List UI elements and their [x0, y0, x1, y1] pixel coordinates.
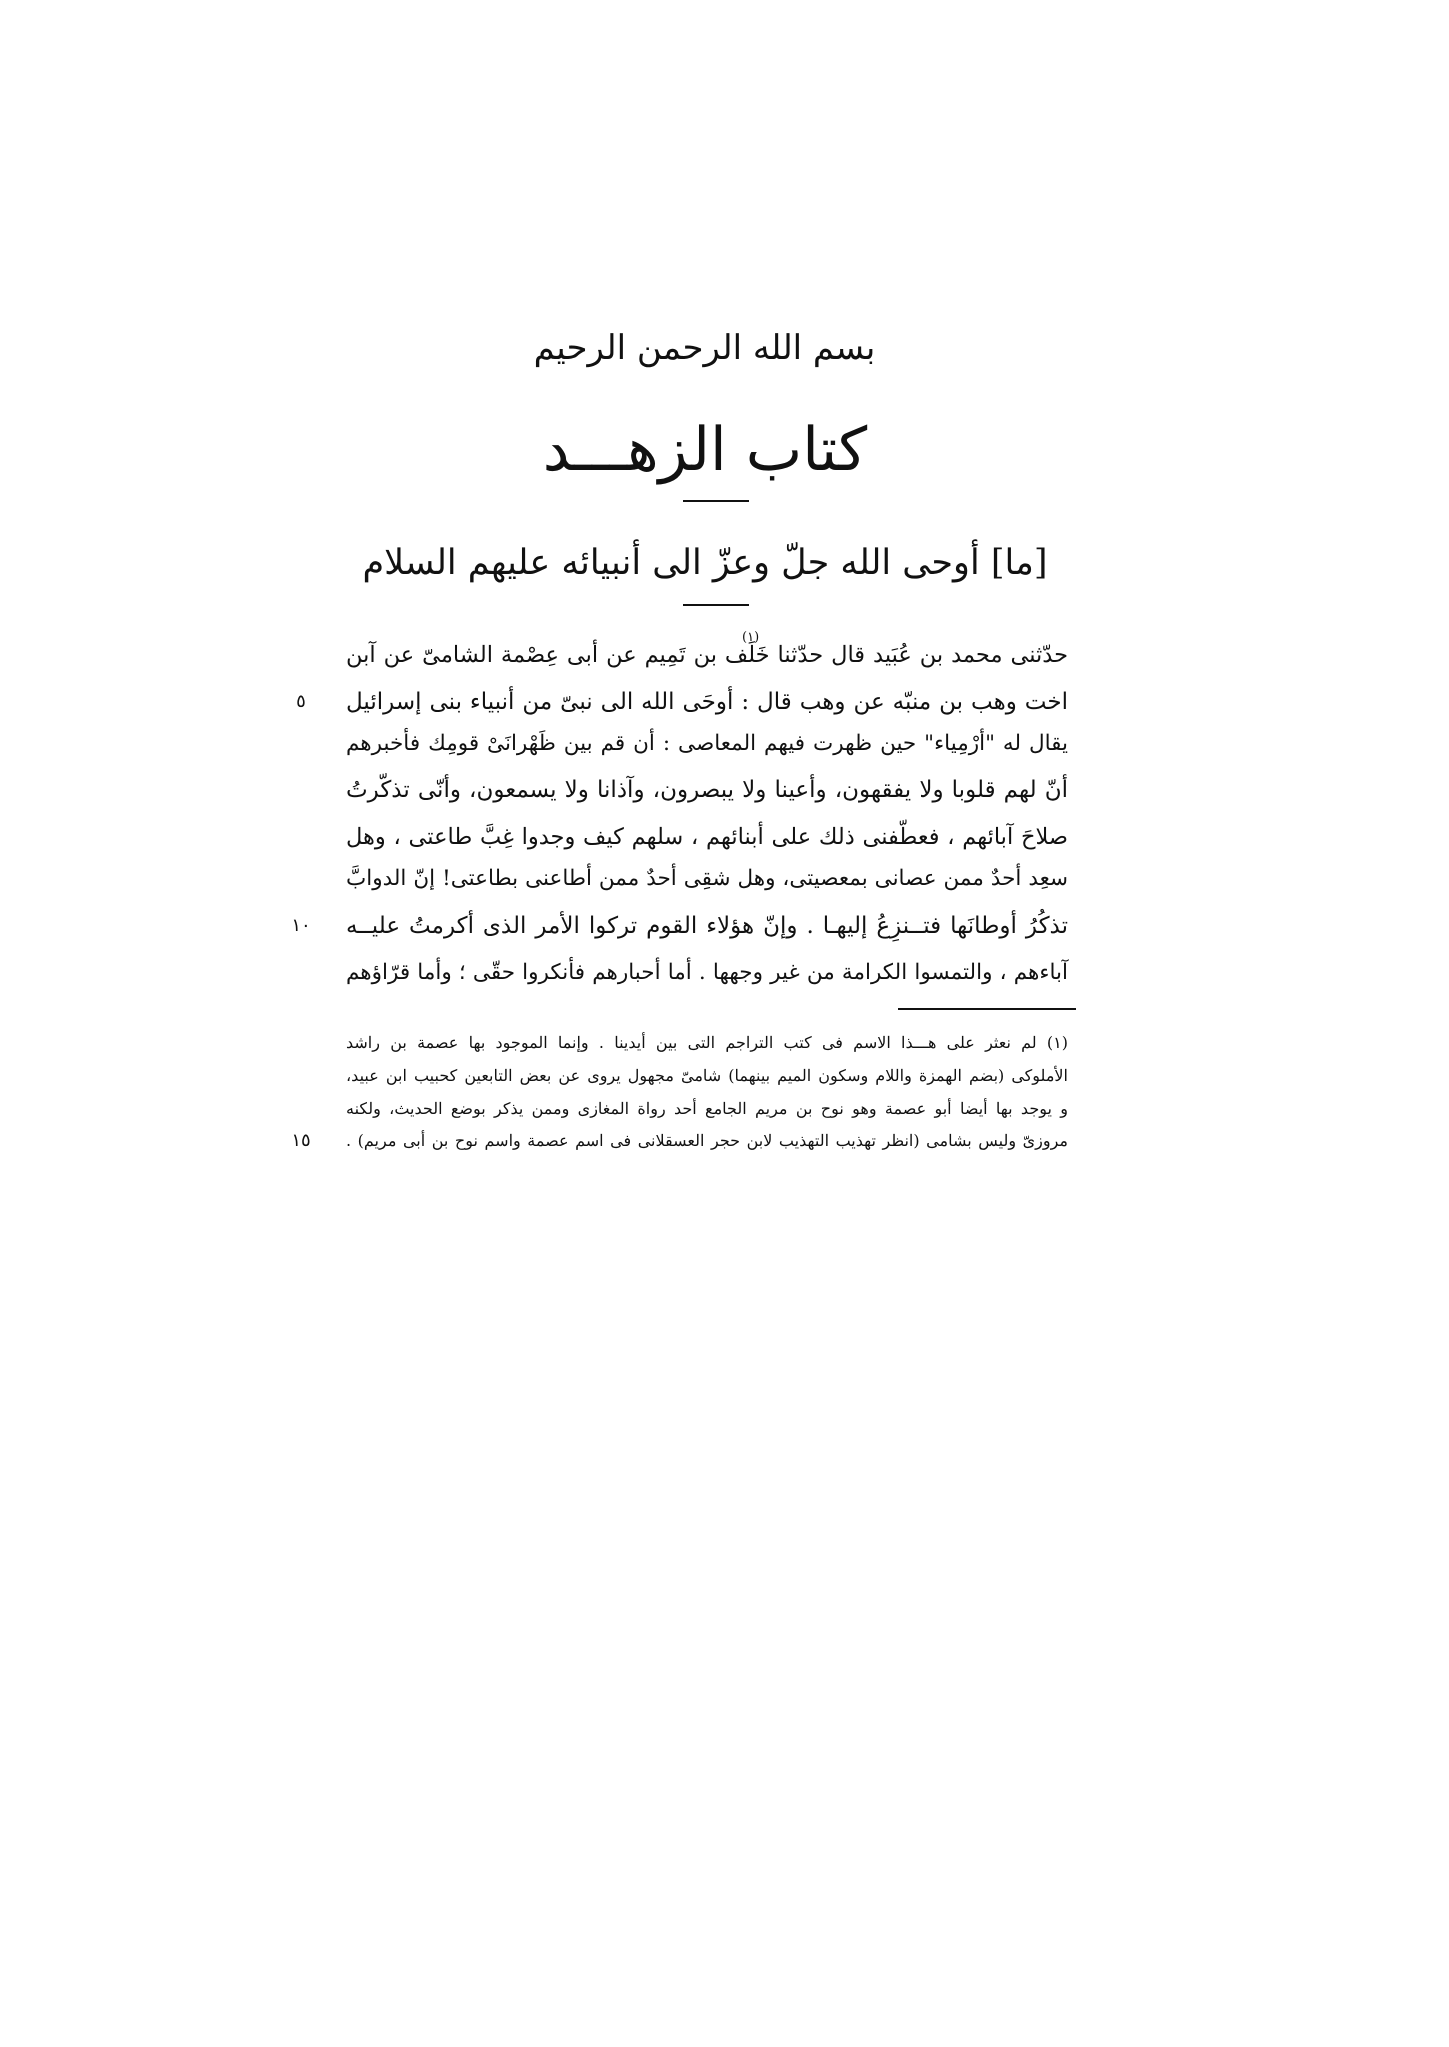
- basmala: بسم الله الرحمن الرحيم: [533, 328, 876, 368]
- title-divider: [683, 500, 749, 502]
- body-line: اخت وهب بن منبّه عن وهب قال : أوحَى الله الى نبىّ من أنبياء بنى إسرائيل: [346, 689, 1068, 715]
- footnote-line: (١) لم نعثر على هـــذا الاسم فى كتب التراجم التى بين أيدينا . وإنما الموجود بها عصمة بن راشد: [346, 1033, 1068, 1052]
- body-line: يقال له "أرْمِياء" حين ظهرت فيهم المعاصى : أن قم بين ظَهْرانَىْ قومِك فأخبرهم: [346, 731, 1068, 756]
- footnote-line: الأملوكى (بضم الهمزة واللام وسكون الميم بينهما) شامىّ مجهول يروى عن بعض التابعين كحبيب ابن عبيد،: [346, 1066, 1068, 1085]
- section-heading: [ما] أوحى الله جلّ وعزّ الى أنبيائه عليهم السلام: [362, 543, 1048, 583]
- footnote-line: مروزىّ وليس بشامى (انظر تهذيب التهذيب لابن حجر العسقلانى فى اسم عصمة واسم نوح بن أبى مريم) .: [346, 1131, 1068, 1150]
- line-number: ١٥: [291, 1130, 311, 1151]
- line-number: ١٠: [291, 915, 311, 936]
- body-line: سعِد أحدٌ ممن عصانى بمعصيتى، وهل شقِى أحدٌ ممن أطاعنى بطاعتى! إنّ الدوابَّ: [346, 866, 1068, 891]
- book-title: كتاب الزهـــد: [542, 415, 868, 485]
- line-number: ٥: [296, 691, 306, 712]
- body-line: حدّثنى محمد بن عُبَيد قال حدّثنا خَلَف بن تَمِيم عن أبى عِصْمة الشامىّ عن آبن: [346, 642, 1068, 668]
- body-line: صلاحَ آبائهم ، فعطّفنى ذلك على أبنائهم ، سلهم كيف وجدوا غِبَّ طاعتى ، وهل: [346, 824, 1068, 850]
- footnote-marker: (١): [742, 630, 760, 645]
- body-line: أنّ لهم قلوبا ولا يفقهون، وأعينا ولا يبصرون، وآذانا ولا يسمعون، وأنّى تذكّرتُ: [346, 777, 1068, 803]
- footnote-rule: [898, 1008, 1076, 1010]
- heading-divider: [683, 604, 749, 606]
- footnote-line: و يوجد بها أيضا أبو عصمة وهو نوح بن مريم الجامع أحد رواة المغازى وممن يذكر بوضع الحديث، ولكنه: [346, 1099, 1068, 1118]
- body-line: آباءهم ، والتمسوا الكرامة من غير وجهها . أما أحبارهم فأنكروا حقّى ؛ وأما قرّاؤهم: [346, 960, 1068, 985]
- body-line: تذكُرُ أوطانَها فتــنزِعُ إليهـا . وإنّ هؤلاء القوم تركوا الأمر الذى أكرمتُ عليــه: [346, 913, 1068, 939]
